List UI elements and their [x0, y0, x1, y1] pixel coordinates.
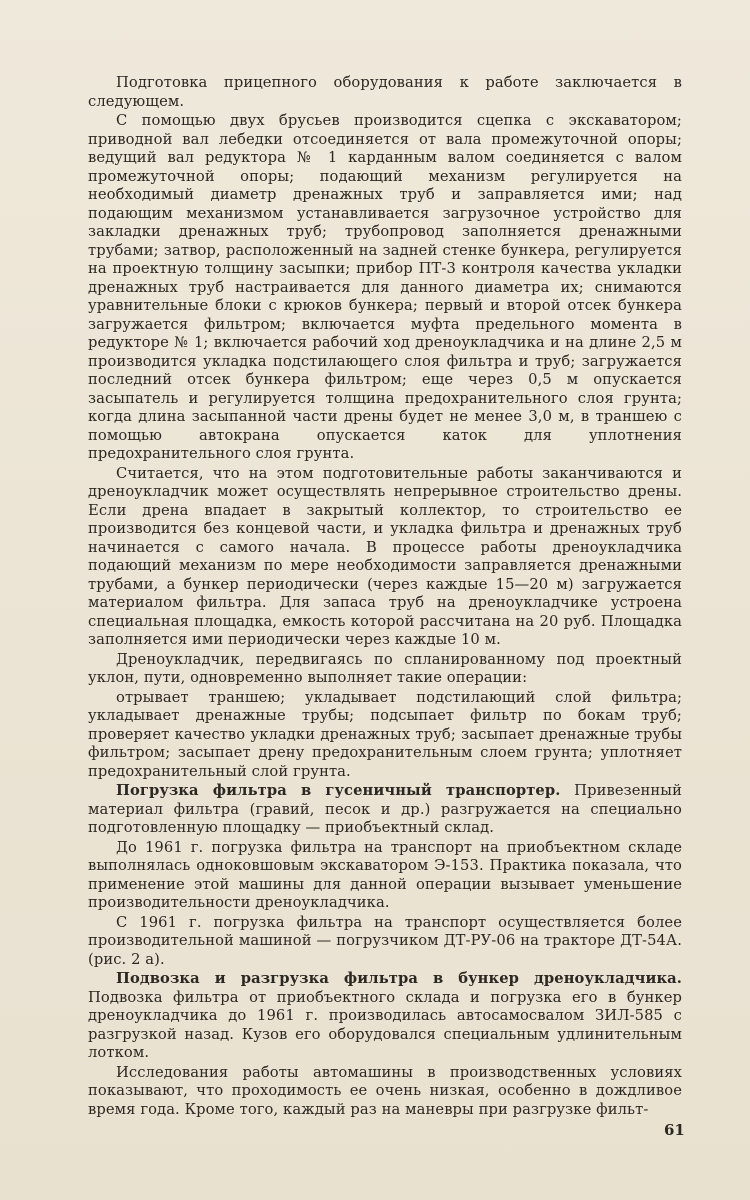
section-filter-delivery: Подвозка и разгрузка фильтра в бункер дреноукладчика. Подвозка фильтра от приобъектного склада и погрузка его в бункер дреноукладчика до 1961 г. производилась автосамосвалом ЗИЛ-585 с разгрузкой назад. Кузов его оборудовался специальным удлинительным лотком. [88, 970, 682, 1061]
body-text [88, 74, 682, 1119]
section-filter-loading: Погрузка фильтра в гусеничный транспортер. Привезенный материал фильтра (гравий, песок и др.) разгружается на специально подготовленную площадку — приобъектный склад. [88, 782, 682, 836]
section-heading: Подвозка и разгрузка фильтра в бункер дреноукладчика. [116, 970, 682, 987]
paragraph-8: С 1961 г. погрузка фильтра на транспорт осуществляется более производительной машиной — погрузчиком ДТ-РУ-06 на тракторе ДТ-54А. (рис. 2 а). [88, 913, 682, 968]
paragraph-2: С помощью двух брусьев производится сцепка с экскаватором; приводной вал лебедки отсоединяется от вала промежуточной опоры; ведущий вал редуктора № 1 карданным валом соединяется с валом промежуточной опоры; подающий механизм регулируется на необходимый диаметр дренажных труб и заправляется ими; над подающим механизмом устанавливается загрузочное устройство для закладки дренажных труб; трубопровод заполняется дренажными трубами; затвор, расположенный на задней стенке бункера, регулируется на проектную толщину засыпки; прибор ПТ-3 контроля качества укладки дренажных труб настраивается для данного диаметра их; снимаются уравнительные блоки с крюков бункера; первый и второй отсек бункера загружается фильтром; включается муфта предельного момента в редукторе № 1; включается рабочий ход дреноукладчика и на длине 2,5 м производится укладка подстилающего слоя фильтра и труб; загружается последний отсек бункера фильтром; еще через 0,5 м опускается засыпатель и регулируется толщина предохранительного слоя грунта; когда длина засыпанной части дрены будет не менее 3,0 м, в траншею с помощью автокрана опускается каток для уплотнения предохранительного слоя грунта. [88, 112, 682, 462]
paragraph-1: Подготовка прицепного оборудования к работе заключается в следующем. [88, 74, 682, 110]
page-number: 61 [664, 1121, 685, 1139]
section-heading: Погрузка фильтра в гусеничный транспортер. [116, 782, 561, 799]
paragraph-10: Исследования работы автомашины в производственных условиях показывают, что проходимость ее очень низкая, особенно в дождливое время года. Кроме того, каждый раз на маневры при разгрузке фильт- [88, 1063, 682, 1118]
paragraph-7: До 1961 г. погрузка фильтра на транспорт на приобъектном складе выполнялась одноковшовым экскаватором Э-153. Практика показала, что применение этой машины для данной операции вызывает уменьшение производительности дреноукладчика. [88, 838, 682, 911]
paragraph-3: Считается, что на этом подготовительные работы заканчиваются и дреноукладчик может осуществлять непрерывное строительство дрены. Если дрена впадает в закрытый коллектор, то строительство ее производится без концевой части, и укладка фильтра и дренажных труб начинается с самого начала. В процессе работы дреноукладчика подающий механизм по мере необходимости заправляется дренажными трубами, а бункер периодически (через каждые 15—20 м) загружается материалом фильтра. Для запаса труб на дреноукладчике устроена специальная площадка, емкость которой рассчитана на 20 руб. Площадка заполняется ими периодически через каждые 10 м. [88, 464, 682, 648]
paragraph-4: Дреноукладчик, передвигаясь по спланированному под проектный уклон, пути, одновременно выполняет такие операции: [88, 650, 682, 686]
operations-list: отрывает траншею; укладывает подстилающий слой фильтра; укладывает дренажные трубы; подсыпает фильтр по бокам труб; проверяет качество укладки дренажных труб; засыпает дренажные трубы фильтром; засыпает дрену предохранительным слоем грунта; уплотняет предохранительный слой грунта. [88, 688, 682, 780]
